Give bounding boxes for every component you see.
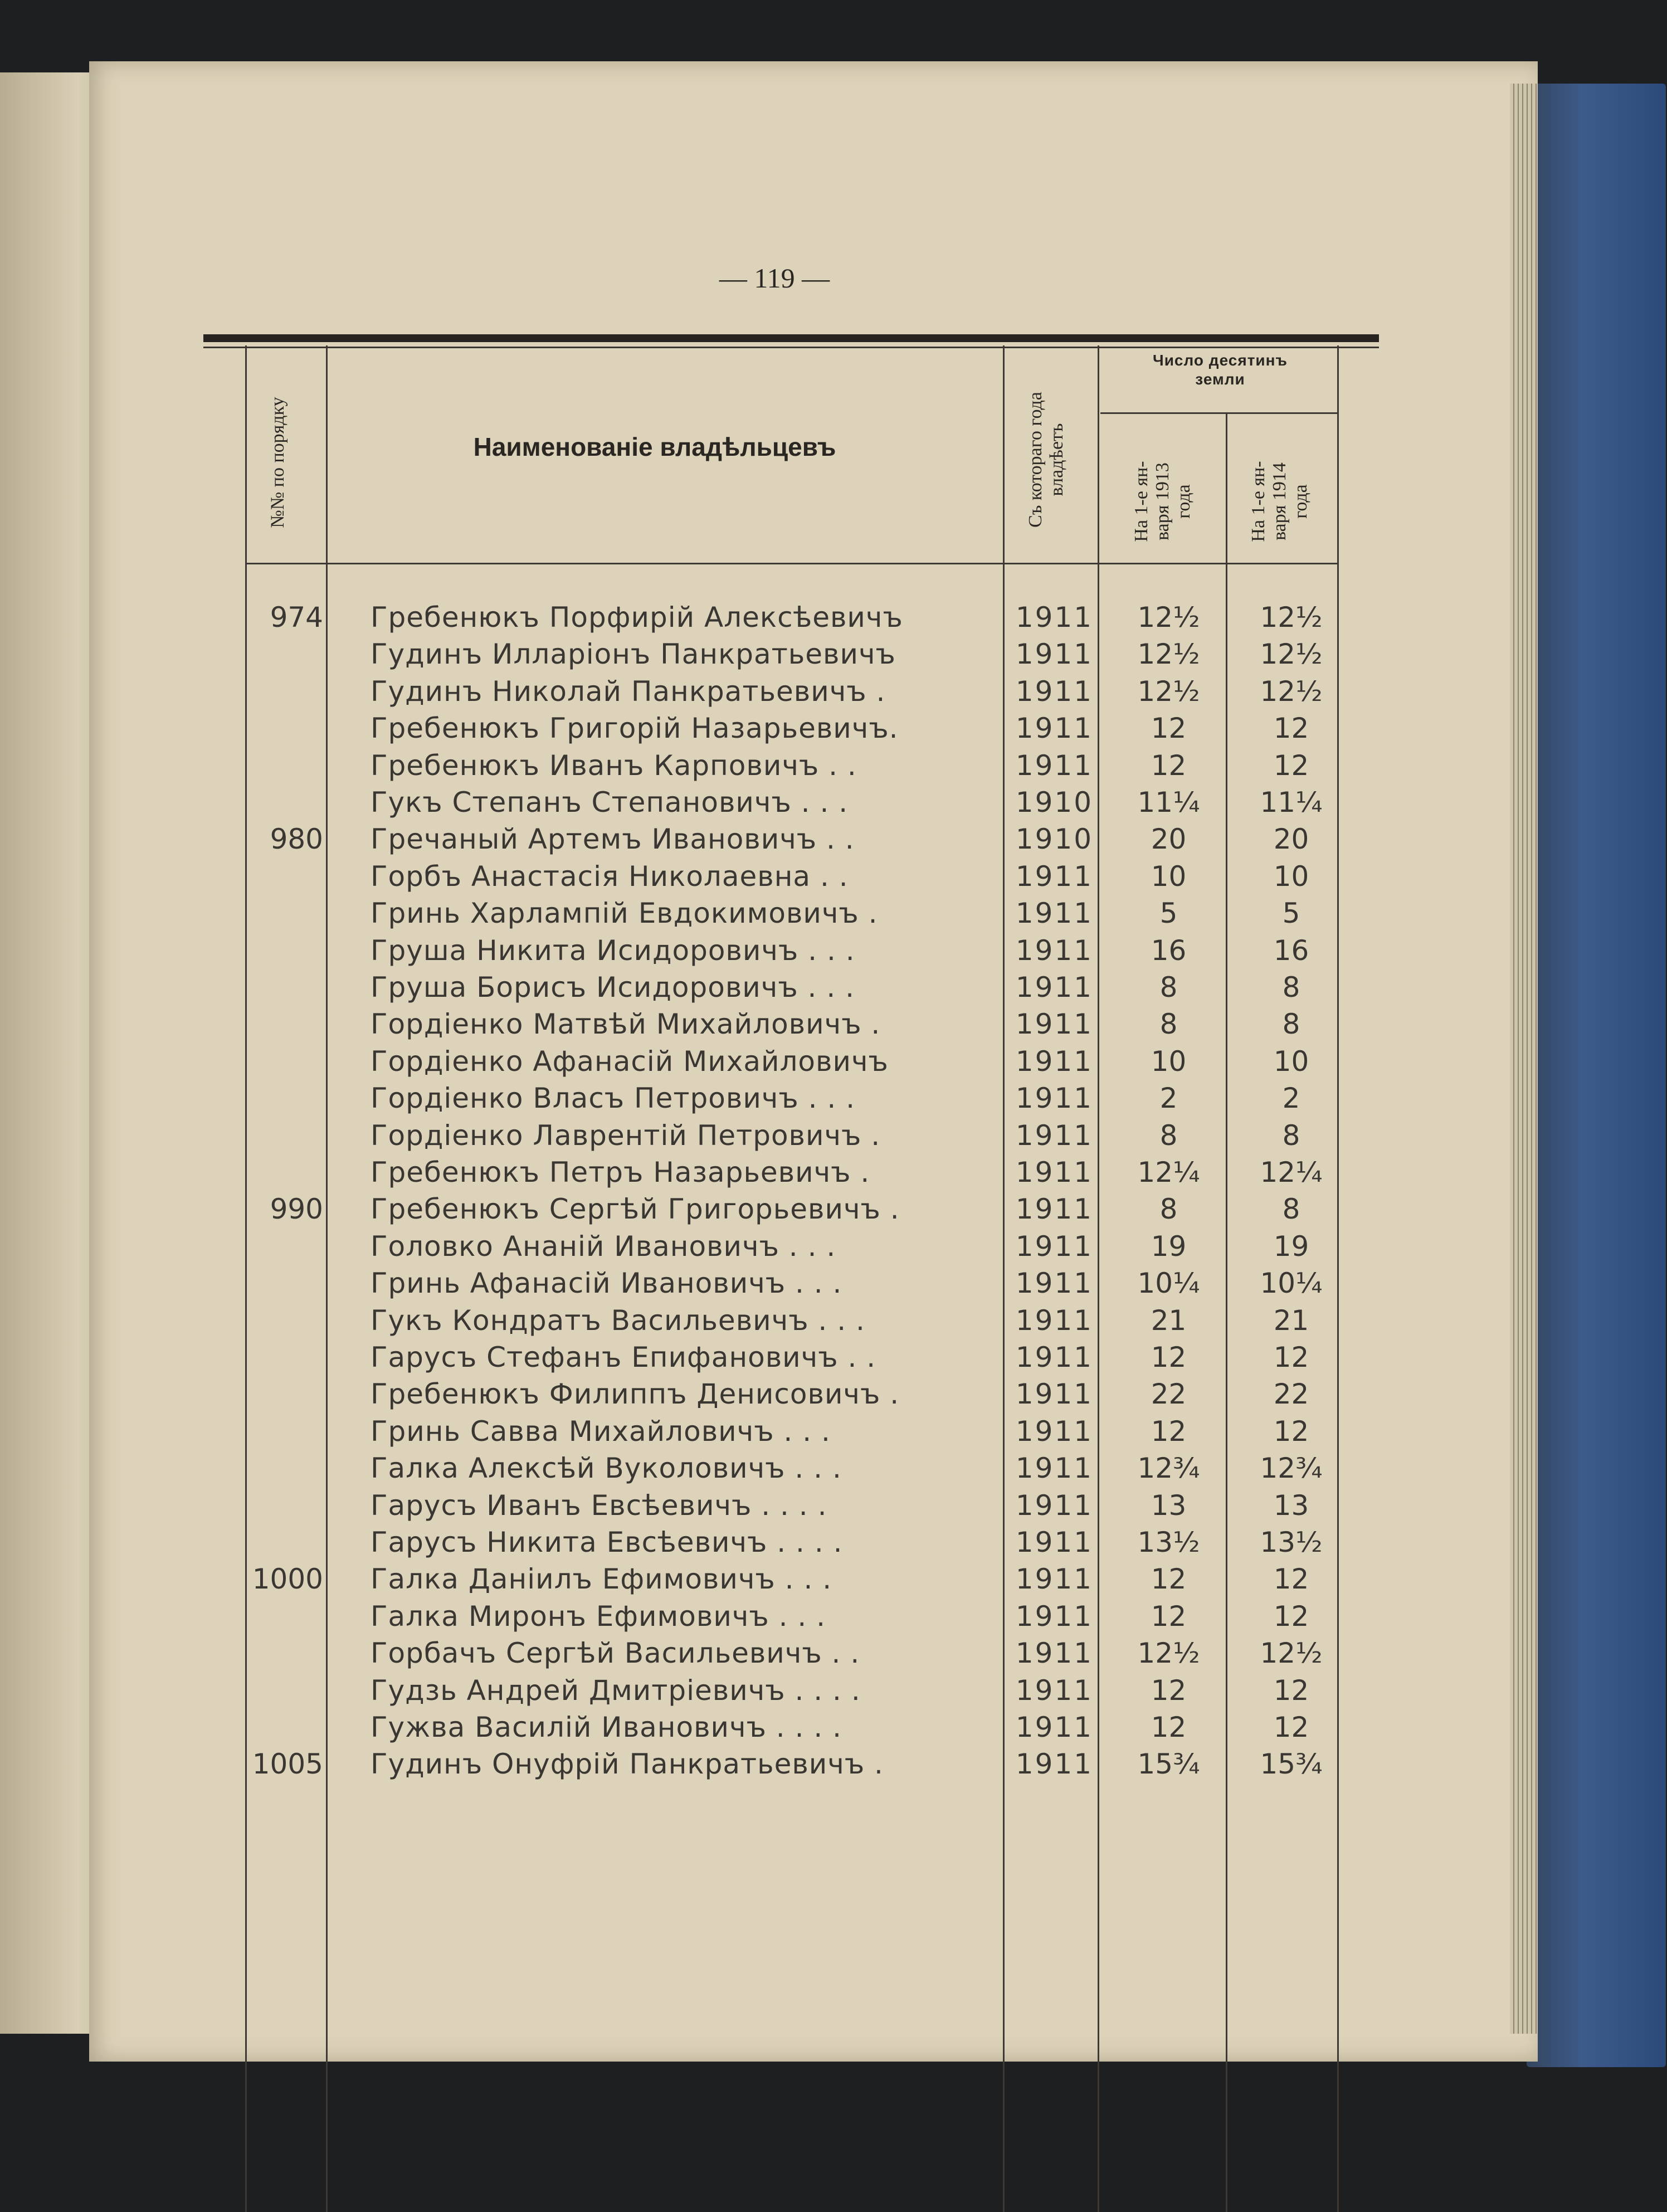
- land-1913-cell: 12½: [1137, 638, 1200, 671]
- year-cell: 1911: [1015, 1378, 1094, 1411]
- land-1914-cell: 12: [1273, 1711, 1309, 1743]
- land-1914-cell: 8: [1282, 1008, 1300, 1041]
- owner-name: Гринь Афанасій Ивановичъ . . .: [371, 1267, 842, 1300]
- year-cell: 1911: [1015, 1156, 1094, 1188]
- table-row: [0, 1524, 1667, 1561]
- owner-name: Гукъ Кондратъ Васильевичъ . . .: [371, 1304, 865, 1337]
- year-cell: 1911: [1015, 1711, 1094, 1743]
- land-1913-cell: 20: [1151, 823, 1187, 856]
- year-cell: 1911: [1015, 1304, 1094, 1337]
- land-1914-cell: 12: [1273, 712, 1309, 745]
- land-1913-cell: 12: [1151, 712, 1187, 745]
- table-row: [0, 895, 1667, 932]
- land-1913-cell: 12: [1151, 1341, 1187, 1373]
- year-cell: 1911: [1015, 934, 1094, 967]
- header-owner-name: Наименованіе владѣльцевъ: [473, 432, 836, 461]
- year-cell: 1911: [1015, 971, 1094, 1003]
- land-1914-cell: 8: [1282, 971, 1300, 1003]
- table-row: [0, 747, 1667, 784]
- owner-name: Гордіенко Лаврентій Петровичъ .: [371, 1119, 881, 1152]
- land-1914-cell: 12½: [1260, 1637, 1323, 1670]
- year-cell: 1911: [1015, 1637, 1094, 1670]
- land-1914-cell: 20: [1273, 823, 1309, 856]
- land-1914-cell: 10: [1273, 1045, 1309, 1078]
- land-1913-cell: 16: [1151, 934, 1187, 967]
- year-cell: 1911: [1015, 675, 1094, 708]
- table-row: [0, 1043, 1667, 1080]
- land-1913-cell: 10: [1151, 860, 1187, 893]
- year-cell: 1911: [1015, 749, 1094, 782]
- land-1914-cell: 10: [1273, 860, 1309, 893]
- land-1913-cell: 10: [1151, 1045, 1187, 1078]
- land-1913-cell: 5: [1159, 897, 1178, 930]
- group-header-divider: [1100, 412, 1337, 414]
- land-1914-cell: 19: [1273, 1230, 1309, 1263]
- year-cell: 1911: [1015, 1563, 1094, 1596]
- owner-name: Гребенюкъ Филиппъ Денисовичъ .: [371, 1378, 900, 1411]
- table-row: [0, 1117, 1667, 1154]
- owner-name: Галка Алексѣй Вуколовичъ . . .: [371, 1452, 842, 1485]
- table-row: [0, 1635, 1667, 1672]
- year-cell: 1911: [1015, 638, 1094, 671]
- table-row: [0, 821, 1667, 857]
- table-row: [0, 1672, 1667, 1709]
- owner-name: Гребенюкъ Петръ Назарьевичъ .: [371, 1156, 870, 1188]
- year-cell: 1911: [1015, 1341, 1094, 1373]
- table-row: [0, 1598, 1667, 1635]
- land-1914-cell: 12¼: [1260, 1156, 1323, 1188]
- owner-name: Галка Даніилъ Ефимовичъ . . .: [371, 1563, 832, 1596]
- land-1913-cell: 12½: [1137, 601, 1200, 634]
- owner-name: Гребенюкъ Григорій Назарьевичъ.: [371, 712, 899, 745]
- table-row: [0, 1154, 1667, 1191]
- year-cell: 1911: [1015, 1267, 1094, 1300]
- header-number: №№ по порядку: [267, 397, 288, 528]
- year-cell: 1911: [1015, 1230, 1094, 1263]
- year-cell: 1911: [1015, 1045, 1094, 1078]
- land-1914-cell: 15¾: [1260, 1748, 1323, 1781]
- owner-name: Гребенюкъ Иванъ Карповичъ . .: [371, 749, 857, 782]
- land-1913-cell: 8: [1159, 971, 1178, 1003]
- owner-name: Гордіенко Матвѣй Михайловичъ .: [371, 1008, 881, 1041]
- owner-name: Горбачъ Сергѣй Васильевичъ . .: [371, 1637, 860, 1670]
- land-1914-cell: 11¼: [1260, 786, 1323, 818]
- land-1914-cell: 12: [1273, 749, 1309, 782]
- year-cell: 1911: [1015, 1452, 1094, 1485]
- owner-name: Гречаный Артемъ Ивановичъ . .: [371, 823, 855, 856]
- table-row: [0, 1413, 1667, 1450]
- land-1914-cell: 12: [1273, 1563, 1309, 1596]
- table-row: [0, 1561, 1667, 1597]
- year-cell: 1911: [1015, 1526, 1094, 1558]
- header-jan-1914: На 1-е ян- варя 1914 года: [1248, 461, 1311, 542]
- owner-name: Гудинъ Онуфрій Панкратьевичъ .: [371, 1748, 884, 1781]
- header-jan-1913: На 1-е ян- варя 1913 года: [1131, 461, 1194, 542]
- owner-name: Гукъ Степанъ Степановичъ . . .: [371, 786, 849, 818]
- land-1913-cell: 12: [1151, 1674, 1187, 1707]
- land-1914-cell: 10¼: [1260, 1267, 1323, 1300]
- row-number: 990: [270, 1193, 323, 1226]
- table-row: [0, 1450, 1667, 1487]
- year-cell: 1911: [1015, 1119, 1094, 1152]
- owner-name: Гужва Василій Ивановичъ . . . .: [371, 1711, 842, 1743]
- table-row: [0, 858, 1667, 895]
- land-1913-cell: 8: [1159, 1008, 1178, 1041]
- header-since-year: Съ котораго года владѣетъ: [1025, 392, 1067, 528]
- land-1914-cell: 2: [1282, 1082, 1300, 1115]
- land-1913-cell: 12¼: [1137, 1156, 1200, 1188]
- land-1913-cell: 13½: [1137, 1526, 1200, 1558]
- year-cell: 1911: [1015, 860, 1094, 893]
- land-1914-cell: 13: [1273, 1489, 1309, 1522]
- table-row: [0, 1191, 1667, 1227]
- land-1913-cell: 12: [1151, 1711, 1187, 1743]
- land-1913-cell: 19: [1151, 1230, 1187, 1263]
- table-row: [0, 784, 1667, 821]
- land-1914-cell: 12: [1273, 1674, 1309, 1707]
- table-row: [0, 969, 1667, 1006]
- land-1913-cell: 12¾: [1137, 1452, 1200, 1485]
- owner-name: Гребенюкъ Порфирій Алексѣевичъ: [371, 601, 903, 634]
- table-row: [0, 1228, 1667, 1265]
- owner-name: Гарусъ Иванъ Евсѣевичъ . . . .: [371, 1489, 827, 1522]
- land-1913-cell: 12½: [1137, 675, 1200, 708]
- land-1913-cell: 13: [1151, 1489, 1187, 1522]
- land-1914-cell: 12½: [1260, 638, 1323, 671]
- owner-name: Гарусъ Стефанъ Епифановичъ . .: [371, 1341, 876, 1373]
- year-cell: 1911: [1015, 1193, 1094, 1226]
- land-1914-cell: 12: [1273, 1341, 1309, 1373]
- page-number: — 119 —: [719, 262, 830, 294]
- year-cell: 1911: [1015, 1008, 1094, 1041]
- land-1913-cell: 2: [1159, 1082, 1178, 1115]
- year-cell: 1910: [1015, 823, 1094, 856]
- year-cell: 1910: [1015, 786, 1094, 818]
- land-1913-cell: 15¾: [1137, 1748, 1200, 1781]
- owner-name: Гринь Харлампій Евдокимовичъ .: [371, 897, 878, 930]
- table-row: [0, 599, 1667, 636]
- table-row: [0, 1487, 1667, 1524]
- land-1914-cell: 21: [1273, 1304, 1309, 1337]
- table-row: [0, 1265, 1667, 1302]
- header-land-dessiatins: Число десятинъ земли: [1153, 352, 1288, 388]
- year-cell: 1911: [1015, 1748, 1094, 1781]
- owner-name: Гринь Савва Михайловичъ . . .: [371, 1415, 831, 1448]
- header-rule-thin: [203, 347, 1379, 348]
- owner-name: Гордіенко Афанасій Михайловичъ: [371, 1045, 889, 1078]
- land-1914-cell: 12: [1273, 1600, 1309, 1633]
- land-1913-cell: 12: [1151, 1563, 1187, 1596]
- year-cell: 1911: [1015, 1082, 1094, 1115]
- table-row: [0, 673, 1667, 710]
- year-cell: 1911: [1015, 601, 1094, 634]
- table-row: [0, 1376, 1667, 1412]
- year-cell: 1911: [1015, 1600, 1094, 1633]
- header-rule-thick: [203, 334, 1379, 342]
- year-cell: 1911: [1015, 712, 1094, 745]
- row-number: 974: [270, 601, 323, 634]
- owner-name: Груша Никита Исидоровичъ . . .: [371, 934, 855, 967]
- land-1914-cell: 16: [1273, 934, 1309, 967]
- land-1914-cell: 8: [1282, 1193, 1300, 1226]
- land-1913-cell: 10¼: [1137, 1267, 1200, 1300]
- land-1913-cell: 8: [1159, 1119, 1178, 1152]
- land-1914-cell: 12½: [1260, 601, 1323, 634]
- owner-name: Гудинъ Илларіонъ Панкратьевичъ: [371, 638, 896, 671]
- table-row: [0, 1746, 1667, 1782]
- land-1914-cell: 5: [1282, 897, 1300, 930]
- table-row: [0, 932, 1667, 969]
- land-1913-cell: 12: [1151, 749, 1187, 782]
- owner-name: Галка Миронъ Ефимовичъ . . .: [371, 1600, 826, 1633]
- table-row: [0, 636, 1667, 673]
- land-1914-cell: 12½: [1260, 675, 1323, 708]
- owner-name: Гребенюкъ Сергѣй Григорьевичъ .: [371, 1193, 900, 1226]
- year-cell: 1911: [1015, 897, 1094, 930]
- row-number: 1000: [252, 1563, 323, 1596]
- table-row: [0, 1302, 1667, 1339]
- land-1913-cell: 12½: [1137, 1637, 1200, 1670]
- row-number: 980: [270, 823, 323, 856]
- year-cell: 1911: [1015, 1674, 1094, 1707]
- land-1914-cell: 13½: [1260, 1526, 1323, 1558]
- owner-name: Гудзь Андрей Дмитріевичъ . . . .: [371, 1674, 861, 1707]
- table-row: [0, 1006, 1667, 1042]
- land-1913-cell: 22: [1151, 1378, 1187, 1411]
- land-1914-cell: 22: [1273, 1378, 1309, 1411]
- table-row: [0, 1339, 1667, 1376]
- owner-name: Головко Ананій Ивановичъ . . .: [371, 1230, 836, 1263]
- table-row: [0, 1709, 1667, 1746]
- year-cell: 1911: [1015, 1489, 1094, 1522]
- owner-name: Груша Борисъ Исидоровичъ . . .: [371, 971, 855, 1003]
- land-1913-cell: 12: [1151, 1415, 1187, 1448]
- land-1913-cell: 21: [1151, 1304, 1187, 1337]
- owner-name: Гордіенко Власъ Петровичъ . . .: [371, 1082, 856, 1115]
- land-1913-cell: 8: [1159, 1193, 1178, 1226]
- land-1913-cell: 11¼: [1137, 786, 1200, 818]
- land-1914-cell: 8: [1282, 1119, 1300, 1152]
- land-1914-cell: 12: [1273, 1415, 1309, 1448]
- table-row: [0, 1080, 1667, 1117]
- owner-name: Горбъ Анастасія Николаевна . .: [371, 860, 849, 893]
- row-number: 1005: [252, 1748, 323, 1781]
- owner-name: Гудинъ Николай Панкратьевичъ .: [371, 675, 886, 708]
- year-cell: 1911: [1015, 1415, 1094, 1448]
- table-row: [0, 710, 1667, 747]
- land-1914-cell: 12¾: [1260, 1452, 1323, 1485]
- land-1913-cell: 12: [1151, 1600, 1187, 1633]
- owner-name: Гарусъ Никита Евсѣевичъ . . . .: [371, 1526, 843, 1558]
